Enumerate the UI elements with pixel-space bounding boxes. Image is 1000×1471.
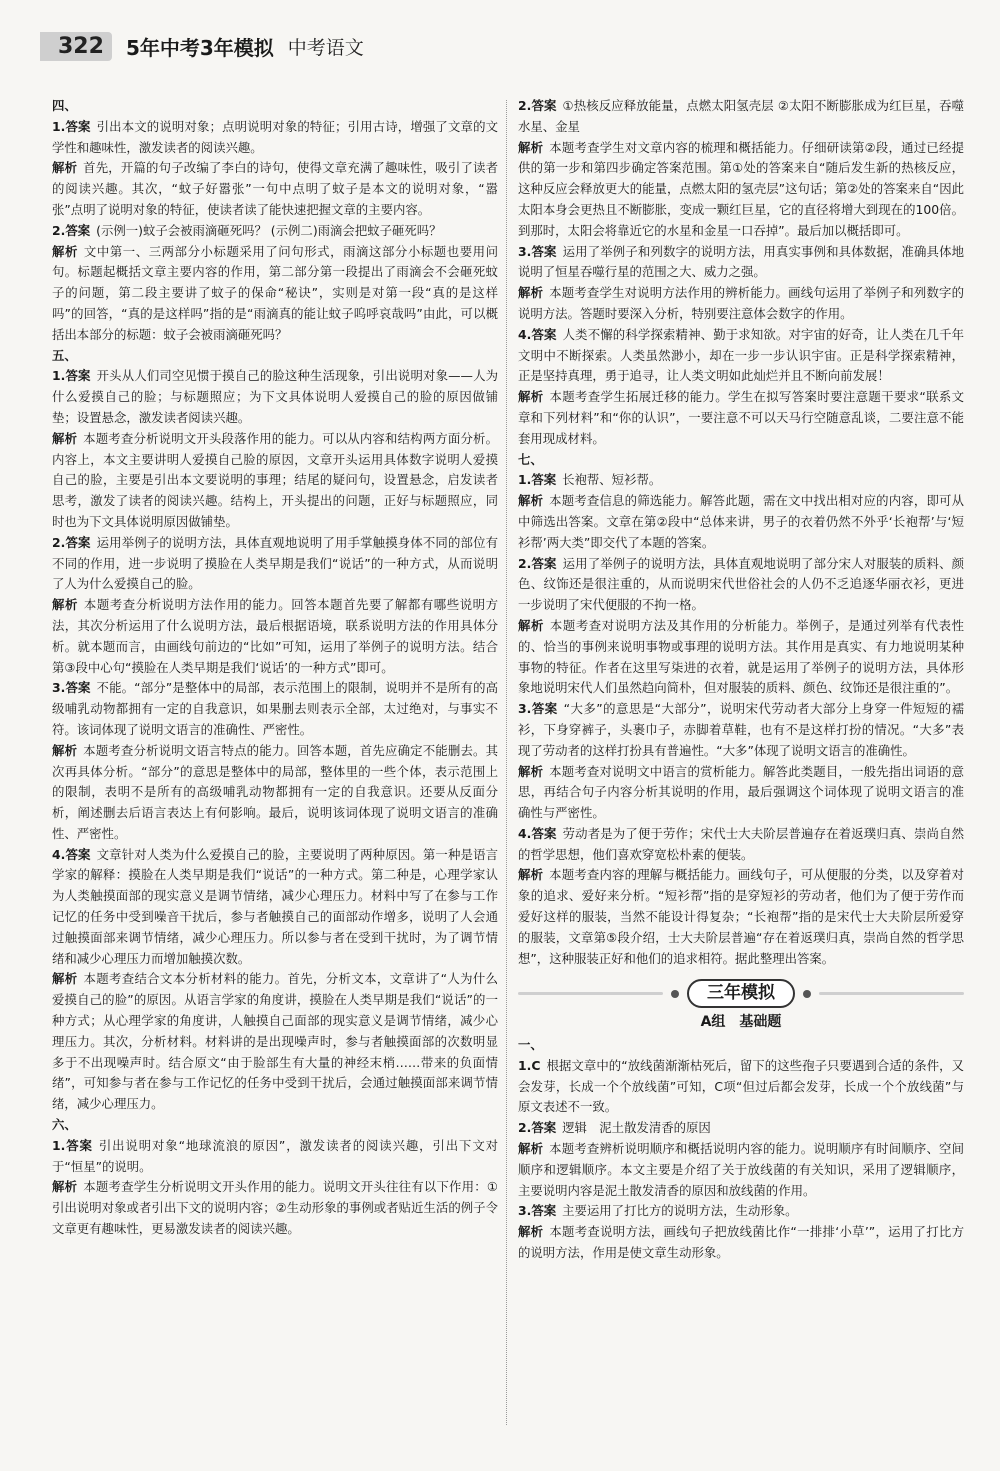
section-heading: 一、 [518, 1037, 543, 1053]
section-heading: 四、 [52, 98, 77, 113]
answer-text: 人类不懈的科学探索精神、勤于求知欲。对宇宙的好奇，让人类在几千年文明中不断探索。人类虽然渺小，却在一步一步认识宇宙。正是科学探索精神，正是坚持真理，勇于追寻，让人类文明如此灿烂并且不断向前发展！ [518, 326, 965, 384]
analysis-paragraph [52, 429, 498, 533]
answer-tag: 答案 [65, 368, 91, 384]
answer-paragraph [518, 1201, 964, 1222]
answer-paragraph [52, 366, 498, 428]
book-subtitle: 中考语文 [287, 36, 364, 59]
answer-tag: 解析 [518, 493, 544, 509]
answer-text: 本题考查学生拓展迁移的能力。学生在拟写答案时要注意题干要求“联系文章和下列材料”和“你的认识”，一要注意不可以天马行空随意乱谈，二要注意不能套用现成材料。 [518, 389, 965, 446]
answer-paragraph [52, 845, 498, 970]
question-number: 4. [518, 326, 532, 342]
answer-text: 本题考查分析说明文语言特点的能力。回答本题，首先应确定不能删去。其次再具体分析。“部分”的意思是整体中的局部，整体里的一些个体，表示范围上的限制，表明不是所有的高级哺乳动物都拥有一定的自我意识。还要从反面分析，阐述删去后语言表达上有何影响。最后，说明该词体现了说明文语言的准确性、严密性。 [52, 742, 499, 841]
question-number: 3. [518, 1203, 532, 1219]
answer-tag: 答案 [531, 326, 557, 342]
analysis-paragraph [518, 138, 964, 242]
analysis-paragraph [52, 1177, 498, 1239]
analysis-paragraph [52, 595, 498, 678]
answer-text: ①热核反应释放能量，点燃太阳氢壳层 ②太阳不断膨胀成为红巨星，吞噬水星、金星 [518, 98, 964, 134]
answer-tag: 答案 [531, 1203, 557, 1219]
answer-paragraph [518, 96, 964, 138]
answer-tag: 答案 [531, 555, 557, 571]
answer-paragraph [518, 470, 964, 491]
question-number: 2. [518, 98, 532, 113]
answer-tag: 解析 [518, 763, 544, 779]
answer-text: 开头从人们司空见惯于摸自己的脸这种生活现象，引出说明对象——人为什么爱摸自己的脸；与标题照应；为下文具体说明人爱摸自己的脸的原因做铺垫；设置悬念，激发读者阅读兴趣。 [52, 368, 499, 425]
answer-tag: C [531, 1057, 541, 1073]
question-number: 2. [52, 222, 66, 238]
answer-tag: 答案 [65, 1137, 93, 1153]
answer-tag: 答案 [531, 243, 557, 259]
answer-text: 本题考查学生对说明方法作用的辨析能力。画线句运用了举例子和列数字的说明方法。答题时要深入分析，特别要注意体会数字的作用。 [518, 285, 965, 321]
answer-text: 本题考查分析说明方法作用的能力。回答本题首先要了解都有哪些说明方法，其次分析运用了什么说明方法，最后根据语境，联系说明方法的作用具体分析。就本题而言，由画线句前边的“比如”可知，运用了举例子的说明方法。结合第③段中心句“摸脸在人类早期是我们‘说话’的一种方式”即可。 [52, 597, 499, 675]
banner-line [819, 992, 964, 995]
analysis-paragraph [518, 387, 964, 449]
section-heading: 七、 [518, 451, 543, 467]
answer-tag: 答案 [65, 846, 91, 862]
section-heading: 六、 [52, 1117, 77, 1133]
answer-text: 本题考查分析说明文开头段落作用的能力。可以从内容和结构两方面分析。内容上，本文主要讲明人爱摸自己脸的原因，文章开头运用具体数字说明人爱摸自己的脸，主要是引出本文要说明的事理；结尾的疑问句，设置悬念，启发读者思考，激发了读者的阅读兴趣。结构上，开头提出的问题，正好与标题照应，同时也为下文具体说明原因做铺垫。 [52, 430, 499, 529]
question-number: 3. [52, 680, 66, 696]
answer-tag: 答案 [531, 1120, 557, 1136]
answer-text: 引出本文的说明对象；点明说明对象的特征；引用古诗，增强了文章的文学性和趣味性，激发读者的阅读兴趣。 [52, 118, 499, 155]
answer-text: 劳动者是为了便于劳作；宋代士大夫阶层普遍存在着返璞归真、崇尚自然的哲学思想，他们喜欢穿宽松朴素的便装。 [518, 825, 965, 862]
answer-tag: 解析 [518, 1224, 544, 1240]
analysis-paragraph [518, 1222, 964, 1264]
answer-tag: 答案 [65, 222, 91, 238]
answer-tag: 解析 [518, 1141, 544, 1157]
answer-text: 本题考查结合文本分析材料的能力。首先，分析文本，文章讲了“人为什么爱摸自己的脸”的原因。从语言学家的角度讲，摸脸在人类早期是我们“说话”的一种方式；从心理学家的角度讲，人触摸自己面部的现实意义是调节情绪，减少心理压力。其次，分析材料。材料讲的是出现噪声时，参与者触摸面部的次数明显多于不出现噪声时。结合原文“由于脸部生有大量的神经末梢……带来的负面情绪”，可知参与者在参与工作记忆的任务中受到干扰后，会通过触摸面部来调节情绪，减少心理压力。 [52, 971, 499, 1112]
answer-text: 本题考查内容的理解与概括能力。画线句子，可从便服的分类，以及穿着对象的追求、爱好来分析。“短衫帮”指的是穿短衫的劳动者，他们为了便于劳作而爱好这样的服装，当然不能设计得复杂；“长袍帮”指的是宋代士大夫阶层所爱穿的服装，文章第⑤段介绍，士大夫阶层普遍“存在着返璞归真，崇尚自然的哲学思想”，这种服装正好和他们的追求相符。据此整理出答案。 [518, 867, 965, 966]
left-column [52, 96, 498, 1240]
answer-paragraph [518, 824, 964, 866]
analysis-paragraph [518, 1139, 964, 1201]
question-number: 1. [518, 1057, 532, 1073]
question-number: 2. [518, 1120, 532, 1136]
question-number: 2. [52, 534, 66, 550]
answer-paragraph [518, 699, 964, 761]
answer-tag: 答案 [65, 118, 91, 134]
question-number: 4. [52, 846, 66, 862]
answer-tag: 答案 [65, 534, 91, 550]
answer-text: (示例一)蚊子会被雨滴砸死吗？ (示例二)雨滴会把蚊子砸死吗？ [96, 222, 442, 238]
analysis-paragraph [52, 969, 498, 1115]
analysis-paragraph [518, 865, 964, 969]
analysis-paragraph [52, 158, 498, 220]
answer-tag: 答案 [531, 701, 558, 717]
answer-text: 本题考查学生对文章内容的梳理和概括能力。仔细研读第②段，通过已经提供的第一步和第四步确定答案范围。第①处的答案来自“随后发生新的热核反应，这种反应会释放更大的能量，点燃太阳的氢壳层”这句话；第②处的答案来自“因此太阳本身会更热且不断膨胀，变成一颗红巨星，它的直径将增大到现在的100倍。到那时，太阳会将靠近它的水星和金星一口吞掉”。最后加以概括即可。 [518, 139, 965, 238]
answer-text: 本题考查信息的筛选能力。解答此题，需在文中找出相对应的内容，即可从中筛选出答案。文章在第②段中“总体来讲，男子的衣着仍然不外乎‘长袍帮’与‘短衫帮’两大类”即交代了本题的答案。 [518, 493, 965, 550]
answer-text: 运用了举例子的说明方法，具体直观地说明了部分宋人对服装的质料、颜色、纹饰还是很注重的，从而说明宋代世俗社会的人仍不乏追逐华丽衣衫，更进一步说明了宋代便服的不拘一格。 [518, 555, 965, 613]
answer-paragraph [518, 1118, 964, 1139]
answer-tag: 解析 [52, 430, 78, 446]
answer-text: 本题考查学生分析说明文开头作用的能力。说明文开头往往有以下作用：①引出说明对象或者引出下文的说明内容；②生动形象的事例或者贴近生活的例子令文章更有趣味性，更易激发读者的阅读兴趣。 [52, 1179, 499, 1237]
question-number: 2. [518, 555, 532, 571]
answer-tag: 解析 [52, 742, 78, 758]
right-column [518, 96, 964, 1264]
answer-tag: 解析 [518, 285, 544, 301]
answer-text: “大多”的意思是“大部分”，说明宋代劳动者大部分上身穿一件短短的襦衫，下身穿裤子，头裹巾子，赤脚着草鞋，也有不是这样打扮的情况。“大多”表现了劳动者的这样打扮具有普遍性。“大多”体现了说明文语言的准确性。 [518, 701, 964, 758]
book-title: 5年中考3年模拟 [125, 35, 274, 60]
question-number: 1. [52, 1137, 66, 1153]
answer-paragraph [52, 678, 498, 740]
answer-tag: 答案 [531, 825, 557, 841]
analysis-paragraph [518, 616, 964, 699]
answer-tag: 解析 [52, 597, 78, 613]
question-number: 1. [518, 472, 532, 488]
question-number: 3. [518, 243, 532, 259]
answer-tag: 解析 [52, 1179, 78, 1195]
answer-paragraph [52, 1136, 498, 1178]
answer-text: 运用了举例子和列数字的说明方法，用真实事例和具体数据，准确具体地说明了恒星吞噬行星的范围之大、威力之强。 [518, 243, 965, 280]
section-heading: 五、 [52, 347, 77, 363]
column-divider [506, 100, 507, 1425]
banner-line [518, 992, 663, 995]
group-heading: A组 基础题 [700, 1014, 782, 1031]
banner-dot-icon [671, 990, 679, 998]
answer-text: 运用举例子的说明方法，具体直观地说明了用手掌触摸身体不同的部位有不同的作用，进一步说明了摸脸在人类早期是我们“说话”的一种方式，从而说明了人为什么爱摸自己的脸。 [52, 534, 499, 592]
answer-text: 本题考查说明方法，画线句子把放线菌比作“一排排‘小草’”，运用了打比方的说明方法，作用是使文章生动形象。 [518, 1224, 964, 1261]
answer-text: 文章针对人类为什么爱摸自己的脸，主要说明了两种原因。第一种是语言学家的解释：摸脸在人类早期是我们“说话”的一种方式。第二种是，心理学家认为人类触摸面部的现实意义是调节情绪，减少心理压力。材料中写了在参与工作记忆的任务中受到噪音干扰后，参与者触摸自己的面部动作增多，说明了人会通过触摸面部来调节情绪，减少心理压力。所以参与者在受到干扰时，为了调节情绪和减少心理压力而增加触摸次数。 [52, 846, 499, 966]
question-number: 4. [518, 825, 532, 841]
answer-tag: 解析 [518, 867, 544, 883]
answer-tag: 解析 [52, 160, 78, 176]
answer-paragraph [518, 242, 964, 284]
answer-text: 本题考查对说明文中语言的赏析能力。解答此类题目，一般先指出词语的意思，再结合句子内容分析其说明的作用，最后强调这个词体现了说明文语言的准确性与严密性。 [518, 763, 965, 821]
answer-paragraph [52, 117, 498, 159]
answer-paragraph [518, 1056, 964, 1118]
question-number: 1. [52, 368, 66, 384]
answer-text: 本题考查对说明方法及其作用的分析能力。举例子，是通过列举有代表性的、恰当的事例来说明事物或事理的说明方法。其作用是真实、有力地说明某种事物的特征。作者在这里写柒进的衣着，就是运用了举例子的说明方法，具体形象地说明宋代人们虽然趋向简朴，但对服装的质料、颜色、纹饰还是很注重的”。 [518, 617, 965, 696]
banner-dot-icon [803, 990, 811, 998]
analysis-paragraph [52, 242, 498, 346]
answer-tag: 解析 [518, 389, 544, 405]
answer-tag: 解析 [518, 617, 544, 633]
answer-tag: 解析 [52, 971, 78, 987]
answer-text: 根据文章中的“放线菌渐渐枯死后，留下的这些孢子只要遇到合适的条件，又会发芽，长成一个个放线菌”可知，C项“但过后都会发芽，长成一个个放线菌”与原文表述不一致。 [518, 1057, 964, 1115]
answer-text: 首先，开篇的句子改编了李白的诗句，使得文章充满了趣味性，吸引了读者的阅读兴趣。其次，“蚊子好嚣张”一句中点明了蚊子是本文的说明对象，“嚣张”点明了说明对象的特征，使读者读了能快速把握文章的主要内容。 [52, 160, 499, 217]
page-number: 322 [40, 32, 112, 61]
answer-text: 本题考查辨析说明顺序和概括说明内容的能力。说明顺序有时间顺序、空间顺序和逻辑顺序。本文主要是介绍了关于放线菌的有关知识，采用了逻辑顺序，主要说明内容是泥土散发清香的原因和放线菌的作用。 [518, 1141, 965, 1198]
banner-label: 三年模拟 [687, 979, 795, 1008]
answer-paragraph [518, 325, 964, 387]
answer-text: 长袍帮、短衫帮。 [562, 472, 662, 488]
analysis-paragraph [518, 491, 964, 553]
page-header [40, 28, 364, 64]
answer-text: 不能。“部分”是整体中的局部，表示范围上的限制，说明并不是所有的高级哺乳动物都拥有一定的自我意识，如果删去则表示全部，太过绝对，与事实不符。该词体现了说明文语言的准确性、严密性。 [52, 680, 498, 737]
answer-text: 引出说明对象“地球流浪的原因”，激发读者的阅读兴趣，引出下文对于“恒星”的说明。 [52, 1137, 498, 1174]
question-number: 1. [52, 118, 66, 134]
answer-paragraph [52, 533, 498, 595]
analysis-paragraph [518, 762, 964, 824]
question-number: 3. [518, 701, 532, 717]
answer-tag: 解析 [52, 243, 78, 259]
answer-text: 逻辑 泥土散发清香的原因 [562, 1120, 711, 1136]
answer-tag: 答案 [531, 98, 557, 113]
answer-text: 文中第一、三两部分小标题采用了问句形式，雨滴这部分小标题也要用问句。标题起概括文章主要内容的作用，第二部分第一段提出了雨滴会不会砸死蚊子的问题，第二段主要讲了蚊子的保命“秘诀”，实则是对第一段“真的是这样吗”的回答，“真的是这样吗”指的是“雨滴真的能让蚊子呜呼哀哉吗”由此，可以概括出本部分的标题：蚊子会被雨滴砸死吗？ [52, 243, 499, 342]
answer-tag: 答案 [65, 680, 91, 696]
analysis-paragraph [518, 283, 964, 325]
analysis-paragraph [52, 741, 498, 845]
answer-paragraph [518, 554, 964, 616]
section-banner [518, 979, 964, 1008]
answer-text: 主要运用了打比方的说明方法，生动形象。 [562, 1203, 798, 1219]
answer-tag: 解析 [518, 139, 544, 155]
answer-paragraph [52, 221, 498, 242]
answer-tag: 答案 [531, 472, 557, 488]
